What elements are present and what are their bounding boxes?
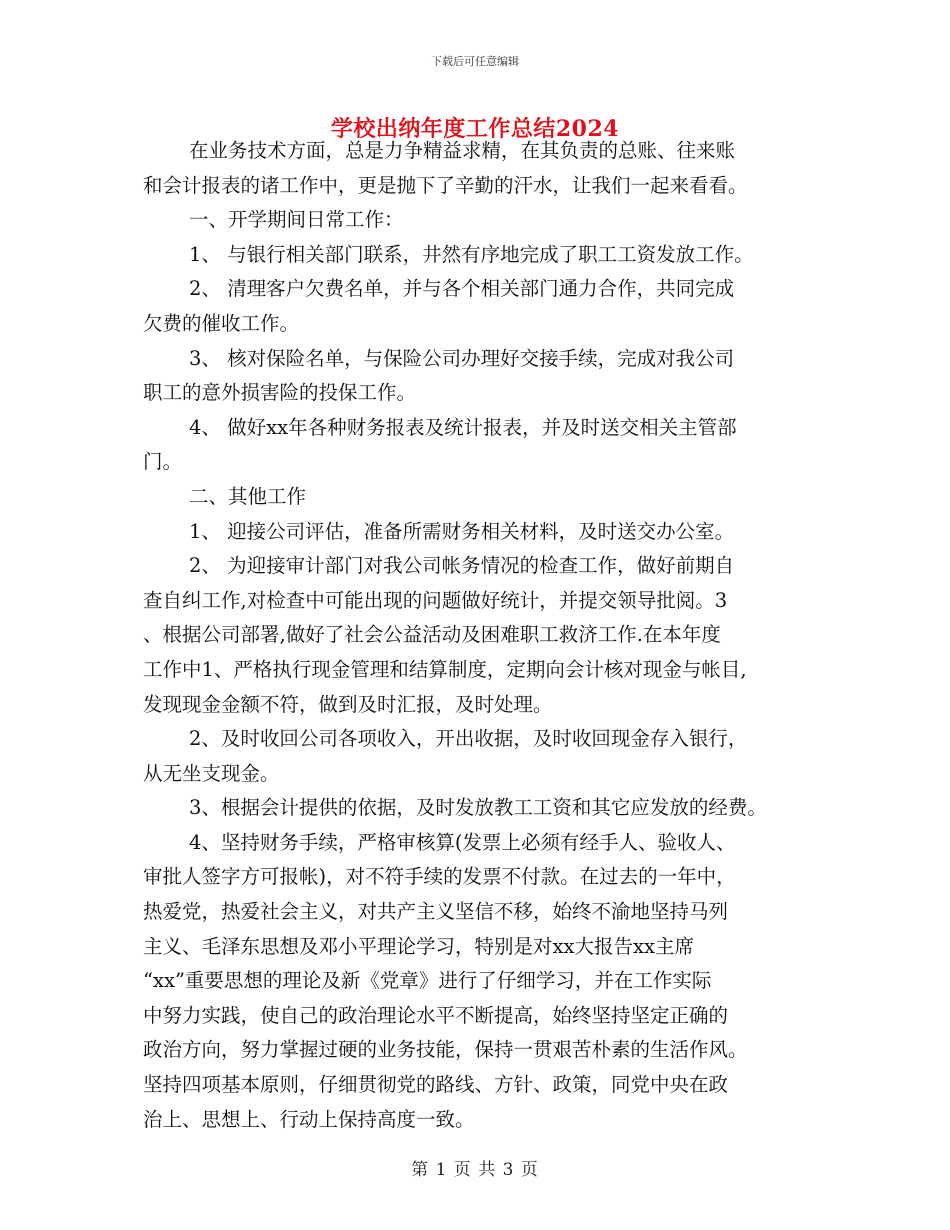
text-line: 2、 清理客户欠费名单，并与各个相关部门通力合作，共同完成 — [189, 277, 735, 301]
text-line: 发现现金金额不符，做到及时汇报，及时处理。 — [143, 692, 553, 716]
text-line: 审批人签字方可报帐)，对不符手续的发票不付款。在过去的一年中， — [143, 865, 736, 889]
text-line: 1、 与银行相关部门联系，井然有序地完成了职工工资发放工作。 — [189, 242, 754, 266]
text-line: 热爱党，热爱社会主义，对共产主义坚信不移，始终不渝地坚持马列 — [143, 900, 729, 924]
text-line: 1、 迎接公司评估，准备所需财务相关材料，及时送交办公室。 — [189, 519, 735, 543]
document-body — [143, 134, 833, 1137]
text-line: 主义、毛泽东思想及邓小平理论学习，特别是对xx大报告xx主席 — [143, 934, 694, 958]
text-line: 在业务技术方面，总是力争精益求精，在其负责的总账、往来账 — [189, 139, 736, 162]
text-line: 、根据公司部署,做好了社会公益活动及困难职工救济工作.在本年度 — [143, 623, 721, 647]
text-line: 4、 做好xx年各种财务报表及统计报表，并及时送交相关主管部 — [189, 415, 737, 439]
text-line: 坚持四项基本原则，仔细贯彻党的路线、方针、政策，同党中央在政 — [143, 1073, 729, 1097]
text-line: 3、根据会计提供的依据，及时发放教工工资和其它应发放的经费。 — [189, 796, 767, 820]
text-line: 2、及时收回公司各项收入，开出收据，及时收回现金存入银行， — [189, 727, 748, 751]
text-line: 查自纠工作,对检查中可能出现的问题做好统计，并提交领导批阅。3 — [143, 588, 728, 612]
text-line: 中努力实践，使自己的政治理论水平不断提高，始终坚持坚定正确的 — [143, 1003, 729, 1027]
text-line: 一、开学期间日常工作： — [189, 208, 404, 232]
text-line: 职工的意外损害险的投保工作。 — [143, 381, 417, 405]
text-line: 3、 核对保险名单，与保险公司办理好交接手续，完成对我公司 — [189, 346, 735, 370]
download-note: 下载后可任意编辑 — [431, 55, 519, 68]
text-line: 2、 为迎接审计部门对我公司帐务情况的检查工作，做好前期自 — [189, 554, 735, 578]
text-line: 和会计报表的诸工作中，更是抛下了辛勤的汗水，让我们一起来看看。 — [143, 173, 748, 197]
text-line: 政治方向，努力掌握过硬的业务技能，保持一贯艰苦朴素的生活作风。 — [143, 1038, 748, 1062]
text-line: 二、其他工作 — [189, 484, 307, 508]
text-line: “xx”重要思想的理论及新《党章》进行了仔细学习，并在工作实际 — [143, 969, 712, 993]
text-line: 治上、思想上、行动上保持高度一致。 — [143, 1107, 475, 1131]
document-title: 学校出纳年度工作总结2024 — [330, 116, 620, 142]
page-footer: 第 1 页 共 3 页 — [411, 1160, 539, 1180]
text-line: 从无坐支现金。 — [143, 761, 280, 785]
text-line: 门。 — [143, 450, 183, 474]
text-line: 欠费的催收工作。 — [143, 311, 300, 335]
text-line: 工作中1、严格执行现金管理和结算制度，定期向会计核对现金与帐目, — [143, 657, 747, 681]
text-line: 4、坚持财务手续，严格审核算(发票上必须有经手人、验收人、 — [189, 830, 736, 854]
